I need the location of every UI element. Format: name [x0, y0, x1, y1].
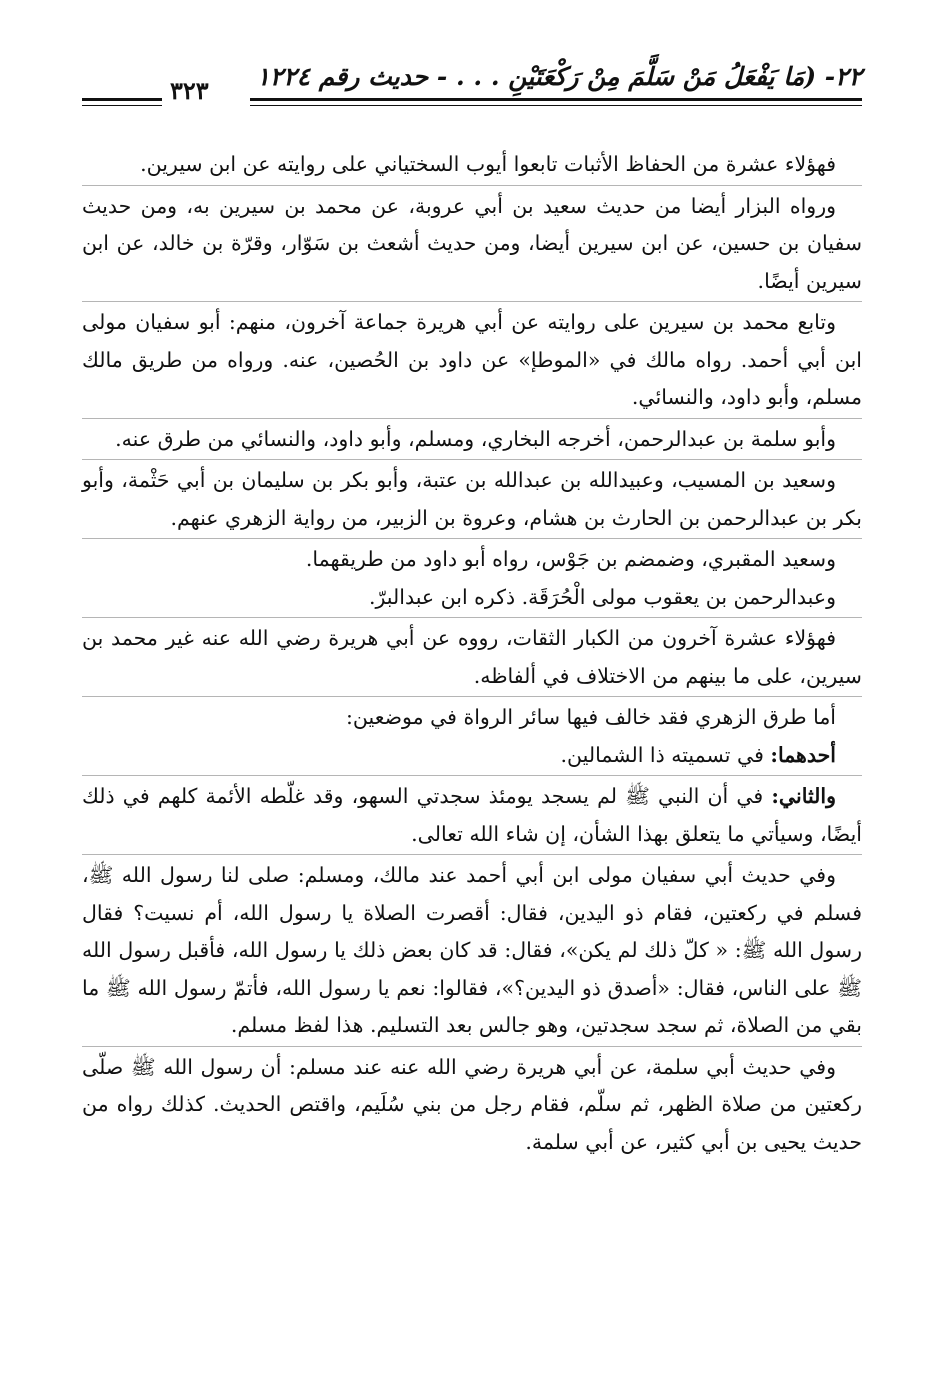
paragraph-text: أما طرق الزهري فقد خالف فيها سائر الرواة في موضعين:	[346, 705, 836, 729]
header-rule	[82, 98, 162, 101]
paragraph-text: وسعيد المقبري، وضمضم بن جَوْس، رواه أبو داود من طريقهما.	[305, 547, 836, 571]
running-header	[82, 60, 862, 112]
page-number: ٣٢٣	[170, 76, 209, 105]
paragraph-text: وسعيد بن المسيب، وعبيدالله بن عبدالله بن عتبة، وأبو بكر بن سليمان بن أبي حَثْمة، وأبو بكر بن عبدالرحمن بن الحارث بن هشام، وعروة بن الزبير، من رواية الزهري عنهم.	[82, 468, 862, 530]
paragraph-text: وفي حديث أبي سلمة، عن أبي هريرة رضي الله عنه عند مسلم: أن رسول الله ﷺ صلّى ركعتين من صلاة الظهر، ثم سلّم، فقام رجل من بني سُلَيم، واقتص الحديث. كذلك رواه من حديث يحيى بن أبي كثير، عن أبي سلمة.	[82, 1054, 862, 1154]
paragraph	[82, 579, 862, 619]
paragraph	[82, 304, 862, 419]
book-page	[82, 60, 862, 1320]
paragraph	[82, 778, 862, 855]
paragraph-text: وعبدالرحمن بن يعقوب مولى الْحُرَقَة. ذكره ابن عبدالبرّ.	[368, 584, 836, 609]
main-text	[82, 146, 862, 1161]
paragraph	[82, 699, 862, 737]
paragraph-text: ورواه البزار أيضا من حديث سعيد بن أبي عروبة، عن محمد بن سيرين به، ومن حديث سفيان بن حسين، عن ابن سيرين أيضا، ومن حديث أشعث بن سَوّار، وقرّة بن خالد، عن ابن سيرين أيضًا.	[82, 193, 862, 293]
header-rule	[250, 105, 862, 106]
paragraph	[82, 857, 862, 1047]
paragraph	[82, 620, 862, 697]
paragraph	[82, 737, 862, 777]
header-rule	[250, 98, 862, 101]
paragraph-text: وأبو سلمة بن عبدالرحمن، أخرجه البخاري، ومسلم، وأبو داود، والنسائي من طرق عنه.	[115, 426, 836, 451]
paragraph-text: فهؤلاء عشرة من الحفاظ الأثبات تابعوا أيوب السختياني على روايته عن ابن سيرين.	[140, 152, 836, 176]
paragraph-text: وفي حديث أبي سفيان مولى ابن أبي أحمد عند مالك، ومسلم: صلى لنا رسول الله ﷺ، فسلم في ركعتين، فقام ذو اليدين، فقال: أقصرت الصلاة يا رسول الله، أم نسيت؟ فقال رسول الله ﷺ: « كلّ ذلك لم يكن»، فقال: قد كان بعض ذلك يا رسول الله، فأقبل رسول الله ﷺ على الناس، فقال: «أصدق ذو اليدين؟»، فقالوا: نعم يا رسول الله، فأتمّ رسول الله ﷺ ما بقي من الصلاة، ثم سجد سجدتين، وهو جالس بعد التسليم. هذا لفظ مسلم.	[82, 863, 862, 1037]
paragraph-text: وتابع محمد بن سيرين على روايته عن أبي هريرة جماعة آخرون، منهم: أبو سفيان مولى ابن أبي أحمد. رواه مالك في «الموطإ» عن داود بن الحُصين، عنه. ورواه من طريق مالك مسلم، وأبو داود، والنسائي.	[82, 310, 862, 409]
paragraph	[82, 1049, 862, 1162]
header-rule	[82, 105, 162, 106]
paragraph	[82, 462, 862, 539]
paragraph-lead: والثاني:	[771, 784, 836, 808]
paragraph-text: فهؤلاء عشرة آخرون من الكبار الثقات، رووه عن أبي هريرة رضي الله عنه غير محمد بن سيرين، على ما بينهم من الاختلاف في ألفاظه.	[82, 626, 862, 688]
paragraph	[82, 541, 862, 579]
chapter-heading: ٢٢- (مَا يَفْعَلُ مَنْ سَلَّمَ مِنْ رَكْعَتَيْنِ . . . - حديث رقم ١٢٢٤	[256, 62, 862, 91]
paragraph-lead: أحدهما:	[770, 742, 836, 767]
paragraph	[82, 146, 862, 186]
paragraph-text: في تسميته ذا الشمالين.	[560, 742, 771, 767]
paragraph	[82, 188, 862, 303]
paragraph-text: في أن النبي ﷺ لم يسجد يومئذ سجدتي السهو، وقد غلّطه الأئمة كلهم في ذلك أيضًا، وسيأتي ما يتعلق بهذا الشأن، إن شاء الله تعالى.	[82, 784, 862, 846]
paragraph	[82, 421, 862, 461]
